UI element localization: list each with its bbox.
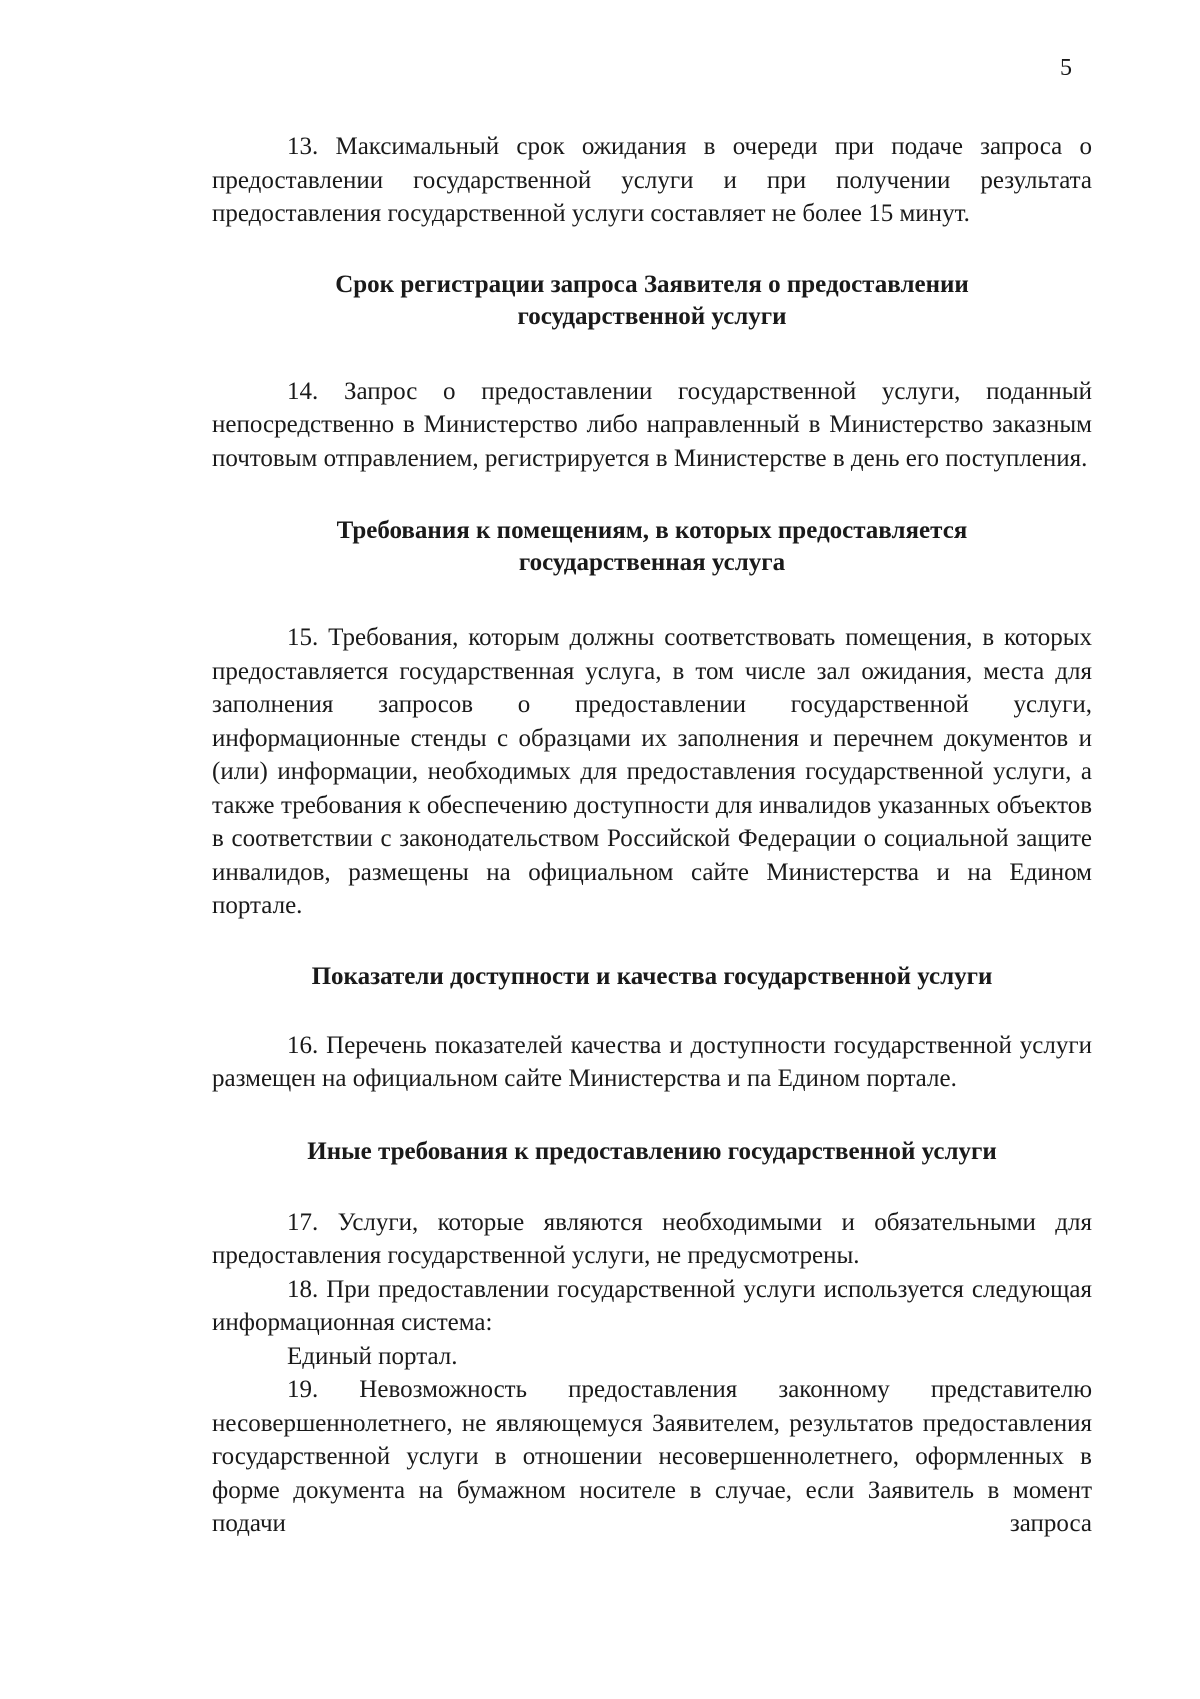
page-number: 5 xyxy=(1060,55,1072,81)
heading-premises-line-1: Требования к помещениям, в которых предоставляется xyxy=(336,517,968,544)
heading-availability-indicators xyxy=(212,961,1092,993)
document-body xyxy=(212,130,1092,1541)
paragraph-13: 13. Максимальный срок ожидания в очереди при подаче запроса о предоставлении государственной услуги и при получении результата предоставления государственной услуги составляет не более 15 минут. xyxy=(212,133,1092,227)
paragraph-16: 16. Перечень показателей качества и доступности государственной услуги размещен на официальном сайте Министерства и па Едином портале. xyxy=(212,1031,1092,1092)
heading-registration-line-2: государственной услуги xyxy=(517,302,787,330)
paragraph-14: 14. Запрос о предоставлении государственной услуги, поданный непосредственно в Министерство либо направленный в Министерство заказным почтовым отправлением, регистрируется в Министерстве в день его поступления. xyxy=(212,377,1092,472)
heading-premises-line-2: государственная услуга xyxy=(518,549,786,576)
heading-indicators-line: Показатели доступности и качества государственной услуги xyxy=(311,962,993,990)
paragraph-15: 15. Требования, которым должны соответствовать помещения, в которых предоставляется государственная услуга, в том числе зал ожидания, места для заполнения запросов о предоставлении государственной услуги, информационные стенды с образцами их заполнения и перечнем документов и (или) информации, необходимых для предоставления государственной услуги, а также требования к обеспечению доступности для инвалидов указанных объектов в соответствии с законодательством Российской Федерации о социальной защите инвалидов, размещены на официальном сайте Министерства и на Едином портале. xyxy=(212,624,1092,919)
heading-registration-term xyxy=(212,269,1092,333)
heading-other-line: Иные требования к предоставлению государственной услуги xyxy=(307,1137,997,1165)
heading-premises-requirements xyxy=(212,515,1092,579)
paragraph-17: 17. Услуги, которые являются необходимыми и обязательными для предоставления государственной услуги, не предусмотрены. xyxy=(212,1208,1092,1269)
paragraph-18-item: Единый портал. xyxy=(287,1342,458,1370)
heading-registration-line-1: Срок регистрации запроса Заявителя о предоставлении xyxy=(335,270,969,298)
paragraph-19: 19. Невозможность предоставления законному представителю несовершеннолетнего, не являющемуся Заявителем, результатов предоставления государственной услуги в отношении несовершеннолетнего, оформленных в форме документа на бумажном носителе в случае, если Заявитель в момент подачи запроса xyxy=(212,1376,1092,1537)
heading-other-requirements xyxy=(212,1136,1092,1168)
paragraph-18: 18. При предоставлении государственной услуги используется следующая информационная система: xyxy=(212,1275,1092,1336)
